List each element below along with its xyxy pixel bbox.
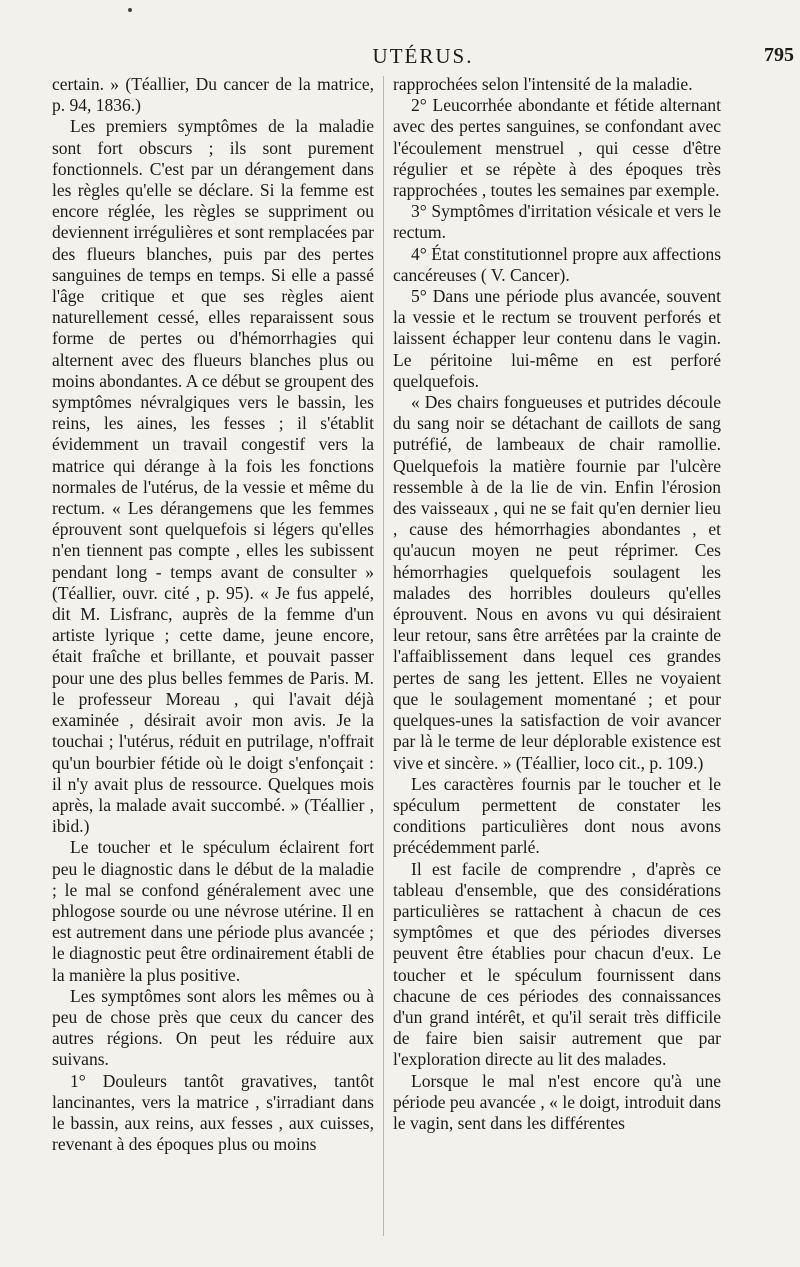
page-number: 795 (764, 44, 794, 66)
paragraph: 5° Dans une période plus avancée, souvent la vessie et le rectum se trouvent perforés et laissent échapper leur contenu dans le vagin. Le péritoine lui-même en est perforé quelquefois. (393, 286, 721, 391)
paragraph: 1° Douleurs tantôt gravatives, tantôt lancinantes, vers la matrice , s'irradiant dans le bassin, aux reins, aux fesses , aux cuisses, revenant à des époques plus ou moins (52, 1070, 374, 1155)
page-header (52, 44, 794, 74)
paragraph: « Des chairs fongueuses et putrides découle du sang noir se détachant de caillots de sang putréfié, de lambeaux de chair ramollie. Quelquefois la matière fournie par l'ulcère ressemble à de la lie de vin. Enfin l'érosion des vaisseaux , qui ne se fait qu'en dernier lieu , cause des hémorrhagies abondantes , et qu'aucun moyen ne peut réprimer. Ces hémorrhagies quelquefois soulagent les malades des horribles douleurs qu'elles éprouvent. Nous en avons vu qui désiraient leur retour, sans être arrêtées par la crainte de l'affaiblissement dans lequel ces grandes pertes de sang les jettent. Elles ne voyaient que le soulagement momentané ; et pour quelques-unes la satisfaction de voir avancer par là le terme de leur déplorable existence est vive et sincère. » (Téallier, loco cit., p. 109.) (393, 392, 721, 773)
paragraph: Les premiers symptômes de la maladie sont fort obscurs ; ils sont purement fonctionnels. C'est par un dérangement dans les règles qu'elle se déclare. Si la femme est encore réglée, les règles se suppriment ou deviennent irrégulières et sont remplacées par des flueurs blanches, puis par des pertes sanguines de temps en temps. Si elle a passé l'âge critique et que ses règles aient naturellement cessé, elles reparaissent sous forme de pertes ou d'hémorrhagies qui alternent avec des flueurs blanches plus ou moins abondantes. A ce début se groupent des symptômes névralgiques vers le bassin, les reins, les aines, les fesses ; il s'établit évidemment un travail congestif vers la matrice qui dérange à la fois les fonctions normales de l'utérus, de la vessie et même du rectum. « Les dérangemens que les femmes éprouvent sont quelquefois si légers qu'elles n'en tiennent pas compte , elles les subissent pendant long - temps avant de consulter » (Téallier, ouvr. cité , p. 95). « Je fus appelé, dit M. Lisfranc, auprès de la femme d'un artiste lyrique ; cette dame, jeune encore, était fraîche et brillante, et pouvait passer pour une des plus belles femmes de Paris. M. le professeur Moreau , qui l'avait déjà examinée , désirait avoir mon avis. Je la touchai ; l'utérus, réduit en putrilage, n'offrait qu'un bourbier fétide où le doigt s'enfonçait : il n'y avait plus de ressource. Quelques mois après, la malade avait succombé. » (Téallier , ibid.) (52, 116, 374, 837)
paragraph: 3° Symptômes d'irritation vésicale et vers le rectum. (393, 201, 721, 243)
paragraph: Les caractères fournis par le toucher et le spéculum permettent de constater les conditions particulières dont nous avons précédemment parlé. (393, 773, 721, 858)
paragraph: 4° État constitutionnel propre aux affections cancéreuses ( V. Cancer). (393, 243, 721, 285)
paragraph: Il est facile de comprendre , d'après ce tableau d'ensemble, que des considérations particulières se rattachent à chacun de ces symptômes et que des périodes diverses peuvent être établies pour chacun d'eux. Le toucher et le spéculum fournissent dans chacune de ces périodes des connaissances d'un grand intérêt, et qu'il serait très difficile de faire bien saisir autrement que par l'exploration directe au lit des malades. (393, 858, 721, 1070)
right-column (393, 74, 721, 1134)
paragraph: Les symptômes sont alors les mêmes ou à peu de chose près que ceux du cancer des autres régions. On peut les réduire aux suivans. (52, 985, 374, 1070)
left-column (52, 74, 374, 1155)
paragraph: certain. » (Téallier, Du cancer de la matrice, p. 94, 1836.) (52, 74, 374, 116)
paragraph: 2° Leucorrhée abondante et fétide alternant avec des pertes sanguines, se confondant avec l'écoulement menstruel , qui cesse d'être régulier et se répète à des époques très rapprochées , toutes les semaines par exemple. (393, 95, 721, 201)
running-title: UTÉRUS. (372, 44, 474, 68)
paragraph: Lorsque le mal n'est encore qu'à une période peu avancée , « le doigt, introduit dans le vagin, sent dans les différentes (393, 1070, 721, 1133)
column-divider (383, 76, 384, 1236)
ink-speck (128, 8, 132, 12)
paragraph: rapprochées selon l'intensité de la maladie. (393, 74, 693, 94)
paragraph: Le toucher et le spéculum éclairent fort peu le diagnostic dans le début de la maladie ; le mal se confond généralement avec une phlogose sourde ou une névrose utérine. Il en est autrement dans une période plus avancée ; le diagnostic peut être ordinairement établi de la manière la plus positive. (52, 837, 374, 985)
